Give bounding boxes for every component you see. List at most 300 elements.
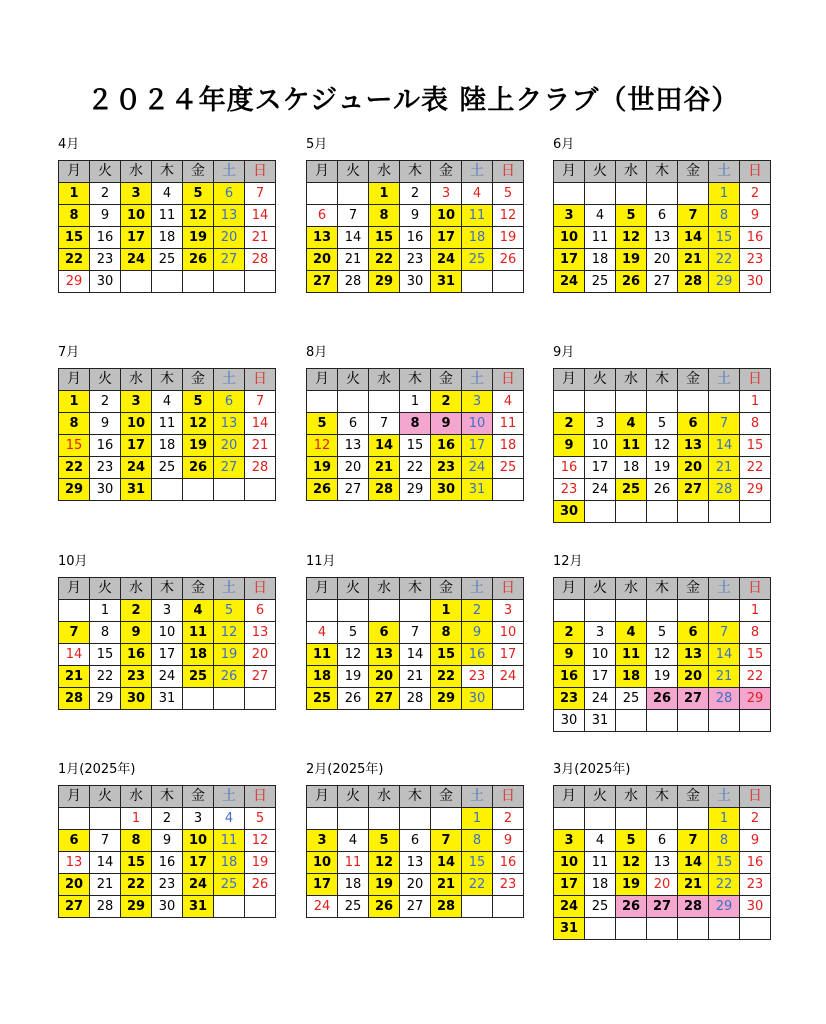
weekday-header: 木 [647,786,678,808]
weekday-header: 水 [616,786,647,808]
day-cell: 26 [493,249,524,271]
day-cell: 17 [585,666,616,688]
day-cell: 21 [245,435,276,457]
week-row [59,808,276,830]
day-cell: 3 [462,391,493,413]
empty-cell [369,391,400,413]
day-cell: 27 [245,666,276,688]
day-cell: 9 [554,644,585,666]
weekday-header: 水 [616,578,647,600]
day-cell: 6 [678,413,709,435]
week-row [307,622,524,644]
empty-cell [59,600,90,622]
day-cell: 1 [121,808,152,830]
empty-cell [245,271,276,293]
day-cell: 17 [121,227,152,249]
day-cell: 4 [152,183,183,205]
weekday-header: 水 [369,786,400,808]
week-row [554,874,771,896]
empty-cell [554,391,585,413]
day-cell: 8 [121,830,152,852]
week-row [307,227,524,249]
week-row [554,710,771,732]
day-cell: 7 [709,413,740,435]
weekday-header: 金 [183,786,214,808]
day-cell: 12 [616,852,647,874]
day-cell: 27 [647,271,678,293]
day-cell: 9 [431,413,462,435]
week-row [59,666,276,688]
day-cell: 5 [214,600,245,622]
day-cell: 17 [585,457,616,479]
month-table [553,785,771,940]
day-cell: 18 [214,852,245,874]
day-cell: 4 [616,622,647,644]
day-cell: 7 [59,622,90,644]
day-cell: 3 [585,413,616,435]
month-table [58,368,276,501]
day-cell: 19 [183,227,214,249]
day-cell: 11 [616,644,647,666]
weekday-header: 金 [183,369,214,391]
day-cell: 15 [709,227,740,249]
week-row [59,271,276,293]
day-cell: 12 [245,830,276,852]
empty-cell [338,183,369,205]
day-cell: 19 [245,852,276,874]
day-cell: 17 [307,874,338,896]
week-row [307,808,524,830]
day-cell: 24 [121,457,152,479]
week-row [554,644,771,666]
weekday-header: 土 [214,578,245,600]
day-cell: 27 [307,271,338,293]
day-cell: 6 [678,622,709,644]
day-cell: 11 [183,622,214,644]
empty-cell [493,896,524,918]
day-cell: 25 [585,896,616,918]
day-cell: 20 [338,457,369,479]
week-row [554,896,771,918]
month-table [306,160,524,293]
day-cell: 16 [740,852,771,874]
day-cell: 21 [59,666,90,688]
day-cell: 28 [400,688,431,710]
day-cell: 4 [585,830,616,852]
day-cell: 1 [709,183,740,205]
empty-cell [709,391,740,413]
day-cell: 14 [678,852,709,874]
day-cell: 19 [616,249,647,271]
weekday-header: 日 [740,786,771,808]
empty-cell [245,896,276,918]
day-cell: 12 [183,413,214,435]
empty-cell [585,391,616,413]
weekday-header: 日 [245,786,276,808]
weekday-header: 水 [369,161,400,183]
day-cell: 8 [462,830,493,852]
day-cell: 13 [400,852,431,874]
weekday-header: 土 [709,369,740,391]
day-cell: 14 [709,435,740,457]
day-cell: 12 [647,435,678,457]
day-cell: 10 [554,227,585,249]
day-cell: 9 [462,622,493,644]
month-label: 11月 [306,554,336,569]
day-cell: 9 [740,830,771,852]
day-cell: 18 [493,435,524,457]
empty-cell [307,183,338,205]
day-cell: 20 [678,666,709,688]
day-cell: 24 [152,666,183,688]
day-cell: 11 [152,413,183,435]
day-cell: 21 [245,227,276,249]
day-cell: 2 [90,391,121,413]
day-cell: 26 [245,874,276,896]
day-cell: 13 [647,227,678,249]
weekday-header: 月 [307,786,338,808]
weekday-header: 水 [121,578,152,600]
day-cell: 20 [307,249,338,271]
day-cell: 30 [431,479,462,501]
day-cell: 16 [152,852,183,874]
day-cell: 22 [709,874,740,896]
week-row [307,413,524,435]
day-cell: 22 [59,457,90,479]
day-cell: 16 [462,644,493,666]
month-table [58,785,276,918]
weekday-header: 木 [152,161,183,183]
day-cell: 2 [462,600,493,622]
day-cell: 24 [585,688,616,710]
month-label: 5月 [306,137,328,152]
day-cell: 8 [709,830,740,852]
day-cell: 8 [400,413,431,435]
day-cell: 15 [431,644,462,666]
day-cell: 26 [183,249,214,271]
day-cell: 25 [214,874,245,896]
day-cell: 10 [554,852,585,874]
day-cell: 15 [59,435,90,457]
week-row [307,183,524,205]
week-row [59,457,276,479]
weekday-header: 水 [369,578,400,600]
day-cell: 22 [369,249,400,271]
day-cell: 15 [121,852,152,874]
day-cell: 8 [431,622,462,644]
day-cell: 17 [462,435,493,457]
day-cell: 13 [678,435,709,457]
month-label: 4月 [58,137,80,152]
day-cell: 21 [90,874,121,896]
day-cell: 15 [369,227,400,249]
empty-cell [307,808,338,830]
day-cell: 27 [59,896,90,918]
day-cell: 29 [90,688,121,710]
week-row [554,227,771,249]
empty-cell [678,600,709,622]
weekday-header: 月 [554,786,585,808]
day-cell: 30 [740,896,771,918]
month-label: 9月 [553,345,575,360]
month-table [553,577,771,732]
day-cell: 29 [369,271,400,293]
weekday-header: 火 [90,578,121,600]
day-cell: 30 [121,688,152,710]
day-cell: 5 [245,808,276,830]
empty-cell [59,808,90,830]
weekday-header: 木 [152,786,183,808]
day-cell: 28 [369,479,400,501]
day-cell: 16 [90,227,121,249]
day-cell: 20 [214,227,245,249]
day-cell: 14 [431,852,462,874]
empty-cell [214,271,245,293]
day-cell: 14 [90,852,121,874]
empty-cell [678,501,709,523]
day-cell: 18 [152,227,183,249]
day-cell: 24 [493,666,524,688]
day-cell: 21 [678,249,709,271]
day-cell: 1 [90,600,121,622]
weekday-header: 金 [678,161,709,183]
day-cell: 16 [121,644,152,666]
weekday-header: 月 [307,369,338,391]
week-row [554,852,771,874]
month-calendar [553,554,773,732]
day-cell: 18 [152,435,183,457]
day-cell: 21 [338,249,369,271]
day-cell: 4 [307,622,338,644]
weekday-header: 金 [183,161,214,183]
day-cell: 19 [307,457,338,479]
weekday-header: 土 [214,369,245,391]
day-cell: 23 [462,666,493,688]
day-cell: 1 [740,600,771,622]
month-label: 2月(2025年) [306,762,384,777]
empty-cell [183,271,214,293]
day-cell: 11 [585,227,616,249]
week-row [554,413,771,435]
day-cell: 10 [121,413,152,435]
day-cell: 7 [245,183,276,205]
empty-cell [214,688,245,710]
day-cell: 10 [152,622,183,644]
day-cell: 24 [307,896,338,918]
day-cell: 4 [183,600,214,622]
day-cell: 28 [245,457,276,479]
day-cell: 26 [616,896,647,918]
day-cell: 12 [493,205,524,227]
day-cell: 28 [90,896,121,918]
day-cell: 23 [400,249,431,271]
day-cell: 25 [462,249,493,271]
weekday-header: 木 [647,161,678,183]
day-cell: 19 [214,644,245,666]
weekday-header: 火 [338,161,369,183]
day-cell: 15 [59,227,90,249]
empty-cell [338,600,369,622]
day-cell: 23 [121,666,152,688]
day-cell: 24 [462,457,493,479]
empty-cell [585,808,616,830]
day-cell: 5 [338,622,369,644]
day-cell: 6 [369,622,400,644]
empty-cell [245,688,276,710]
week-row [59,205,276,227]
weekday-header: 火 [338,578,369,600]
day-cell: 1 [59,183,90,205]
empty-cell [585,600,616,622]
week-row [59,852,276,874]
weekday-header: 日 [740,161,771,183]
weekday-header: 日 [245,578,276,600]
empty-cell [152,479,183,501]
month-label: 10月 [58,554,88,569]
empty-cell [678,918,709,940]
weekday-header: 月 [59,369,90,391]
empty-cell [740,710,771,732]
day-cell: 2 [431,391,462,413]
day-cell: 2 [554,413,585,435]
day-cell: 15 [709,852,740,874]
empty-cell [740,918,771,940]
empty-cell [740,501,771,523]
weekday-header: 日 [493,369,524,391]
day-cell: 6 [647,205,678,227]
day-cell: 5 [183,391,214,413]
day-cell: 23 [740,249,771,271]
weekday-header: 土 [462,786,493,808]
day-cell: 14 [709,644,740,666]
day-cell: 18 [307,666,338,688]
day-cell: 6 [647,830,678,852]
day-cell: 11 [307,644,338,666]
week-row [59,644,276,666]
empty-cell [152,271,183,293]
day-cell: 7 [90,830,121,852]
day-cell: 16 [90,435,121,457]
weekday-header: 木 [400,786,431,808]
week-row [554,249,771,271]
day-cell: 17 [493,644,524,666]
day-cell: 27 [338,479,369,501]
empty-cell [678,183,709,205]
day-cell: 3 [121,183,152,205]
day-cell: 20 [678,457,709,479]
day-cell: 25 [152,249,183,271]
weekday-header: 火 [338,369,369,391]
day-cell: 2 [740,183,771,205]
day-cell: 24 [121,249,152,271]
day-cell: 19 [647,457,678,479]
weekday-header: 水 [616,369,647,391]
week-row [554,688,771,710]
week-row [307,271,524,293]
day-cell: 4 [493,391,524,413]
month-calendar [306,554,526,710]
day-cell: 15 [400,435,431,457]
day-cell: 22 [740,666,771,688]
day-cell: 2 [554,622,585,644]
day-cell: 1 [462,808,493,830]
day-cell: 1 [369,183,400,205]
empty-cell [554,600,585,622]
day-cell: 8 [740,622,771,644]
empty-cell [616,183,647,205]
day-cell: 15 [90,644,121,666]
day-cell: 17 [152,644,183,666]
day-cell: 2 [121,600,152,622]
month-table [553,160,771,293]
day-cell: 6 [338,413,369,435]
empty-cell [616,918,647,940]
day-cell: 20 [647,874,678,896]
day-cell: 10 [462,413,493,435]
day-cell: 17 [554,874,585,896]
day-cell: 12 [647,644,678,666]
weekday-header: 日 [493,161,524,183]
weekday-header: 土 [462,161,493,183]
day-cell: 23 [90,457,121,479]
empty-cell [121,271,152,293]
day-cell: 26 [214,666,245,688]
day-cell: 27 [678,479,709,501]
page-title: ２０２４年度スケジュール表 陸上クラブ（世田谷） [86,85,740,116]
week-row [307,600,524,622]
day-cell: 20 [245,644,276,666]
day-cell: 30 [462,688,493,710]
day-cell: 2 [90,183,121,205]
week-row [59,391,276,413]
day-cell: 14 [338,227,369,249]
day-cell: 30 [90,479,121,501]
day-cell: 27 [678,688,709,710]
day-cell: 1 [709,808,740,830]
month-table [58,160,276,293]
empty-cell [400,808,431,830]
weekday-header: 月 [59,578,90,600]
day-cell: 22 [59,249,90,271]
weekday-header: 土 [709,578,740,600]
day-cell: 5 [369,830,400,852]
day-cell: 11 [616,435,647,457]
day-cell: 25 [616,688,647,710]
day-cell: 26 [616,271,647,293]
empty-cell [183,479,214,501]
day-cell: 7 [400,622,431,644]
day-cell: 24 [554,271,585,293]
weekday-header: 土 [214,786,245,808]
weekday-header: 金 [431,786,462,808]
day-cell: 7 [431,830,462,852]
day-cell: 16 [400,227,431,249]
weekday-header: 日 [493,786,524,808]
month-label: 8月 [306,345,328,360]
weekday-header: 水 [121,161,152,183]
day-cell: 13 [647,852,678,874]
week-row [307,666,524,688]
week-row [59,688,276,710]
day-cell: 31 [183,896,214,918]
weekday-header: 金 [678,786,709,808]
week-row [59,830,276,852]
day-cell: 13 [338,435,369,457]
empty-cell [554,183,585,205]
day-cell: 31 [121,479,152,501]
weekday-header: 日 [245,161,276,183]
day-cell: 10 [183,830,214,852]
